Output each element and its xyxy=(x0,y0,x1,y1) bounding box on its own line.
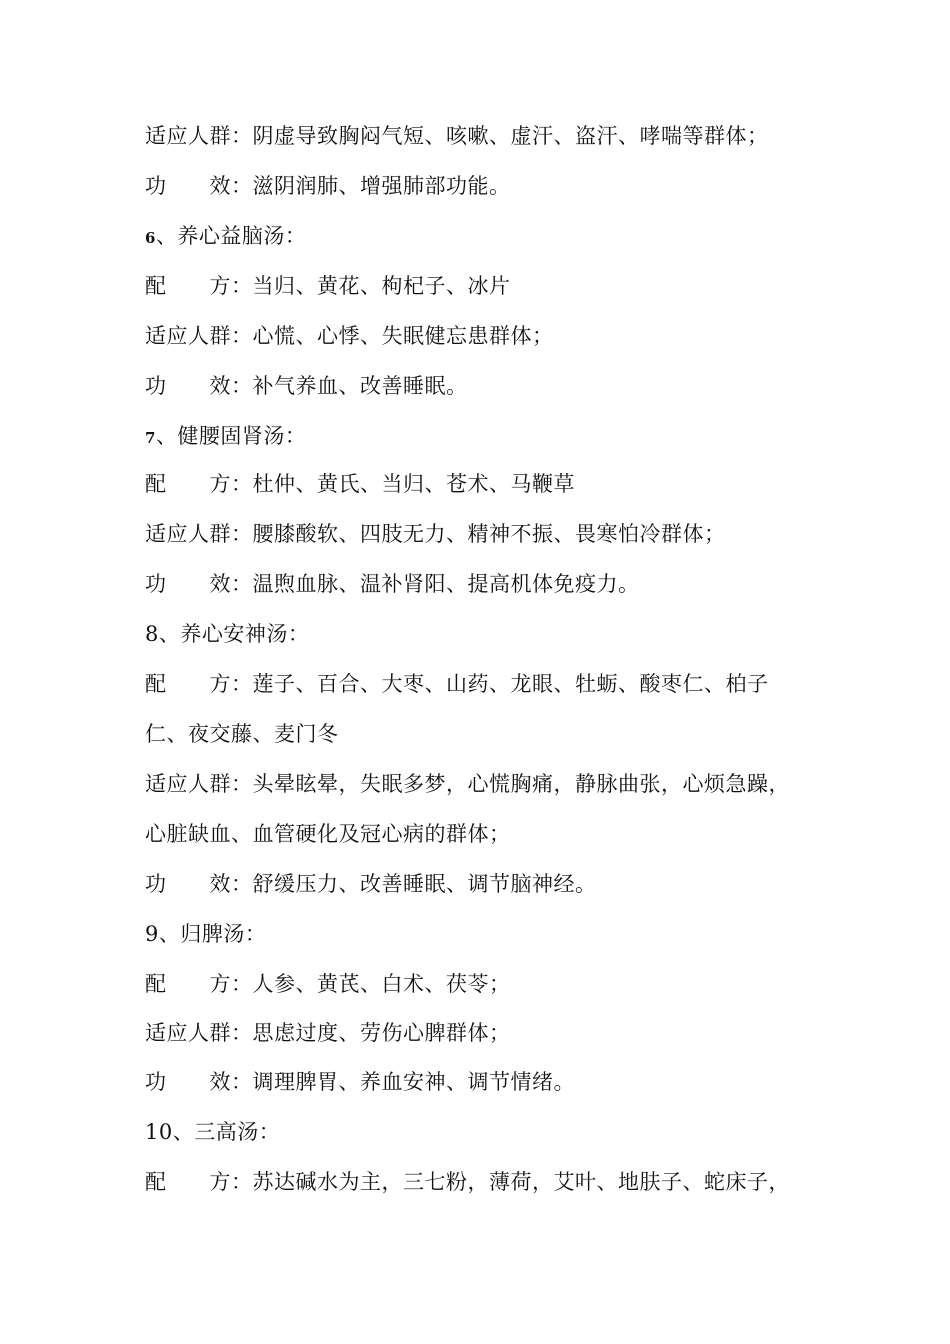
section-title: 、健腰固肾汤： xyxy=(155,424,307,448)
text-line: 配 方：莲子、百合、大枣、山药、龙眼、牡蛎、酸枣仁、柏子 xyxy=(145,672,769,696)
text-line: 适应人群：思虑过度、劳伤心脾群体； xyxy=(145,1021,511,1045)
text-line: 心脏缺血、血管硬化及冠心病的群体； xyxy=(145,822,511,846)
section-heading xyxy=(145,222,306,252)
text-line: 功 效：补气养血、改善睡眠。 xyxy=(145,374,468,398)
text-line: 配 方：苏达碱水为主，三七粉，薄荷，艾叶、地肤子、蛇床子， xyxy=(145,1170,790,1194)
text-line: 适应人群：腰膝酸软、四肢无力、精神不振、畏寒怕冷群体； xyxy=(145,522,726,546)
text-line: 配 方：杜仲、黄氏、当归、苍术、马鞭草 xyxy=(145,472,575,496)
text-line: 功 效：温煦血脉、温补肾阳、提高机体免疫力。 xyxy=(145,572,640,596)
section-heading: 8、养心安神汤： xyxy=(145,622,310,646)
text-line: 适应人群：头晕眩晕，失眠多梦，心慌胸痛，静脉曲张，心烦急躁， xyxy=(145,772,790,796)
text-line: 适应人群：心慌、心悸、失眠健忘患群体； xyxy=(145,324,554,348)
text-line: 配 方：人参、黄芪、白术、茯苓； xyxy=(145,972,511,996)
text-line: 适应人群：阴虚导致胸闷气短、咳嗽、虚汗、盗汗、哮喘等群体； xyxy=(145,124,769,148)
section-title: 、养心益脑汤： xyxy=(155,224,307,248)
section-heading: 9、归脾汤： xyxy=(145,922,267,946)
text-line: 功 效：舒缓压力、改善睡眠、调节脑神经。 xyxy=(145,872,597,896)
section-heading xyxy=(145,422,306,452)
section-number: 6 xyxy=(145,229,156,247)
text-line: 配 方：当归、黄花、枸杞子、冰片 xyxy=(145,274,511,298)
text-line: 仁、夜交藤、麦门冬 xyxy=(145,722,339,746)
text-line: 功 效：滋阴润肺、增强肺部功能。 xyxy=(145,174,511,198)
section-heading: 10、三高汤： xyxy=(145,1120,281,1144)
text-line: 功 效：调理脾胃、养血安神、调节情绪。 xyxy=(145,1070,575,1094)
section-number: 7 xyxy=(145,429,156,447)
